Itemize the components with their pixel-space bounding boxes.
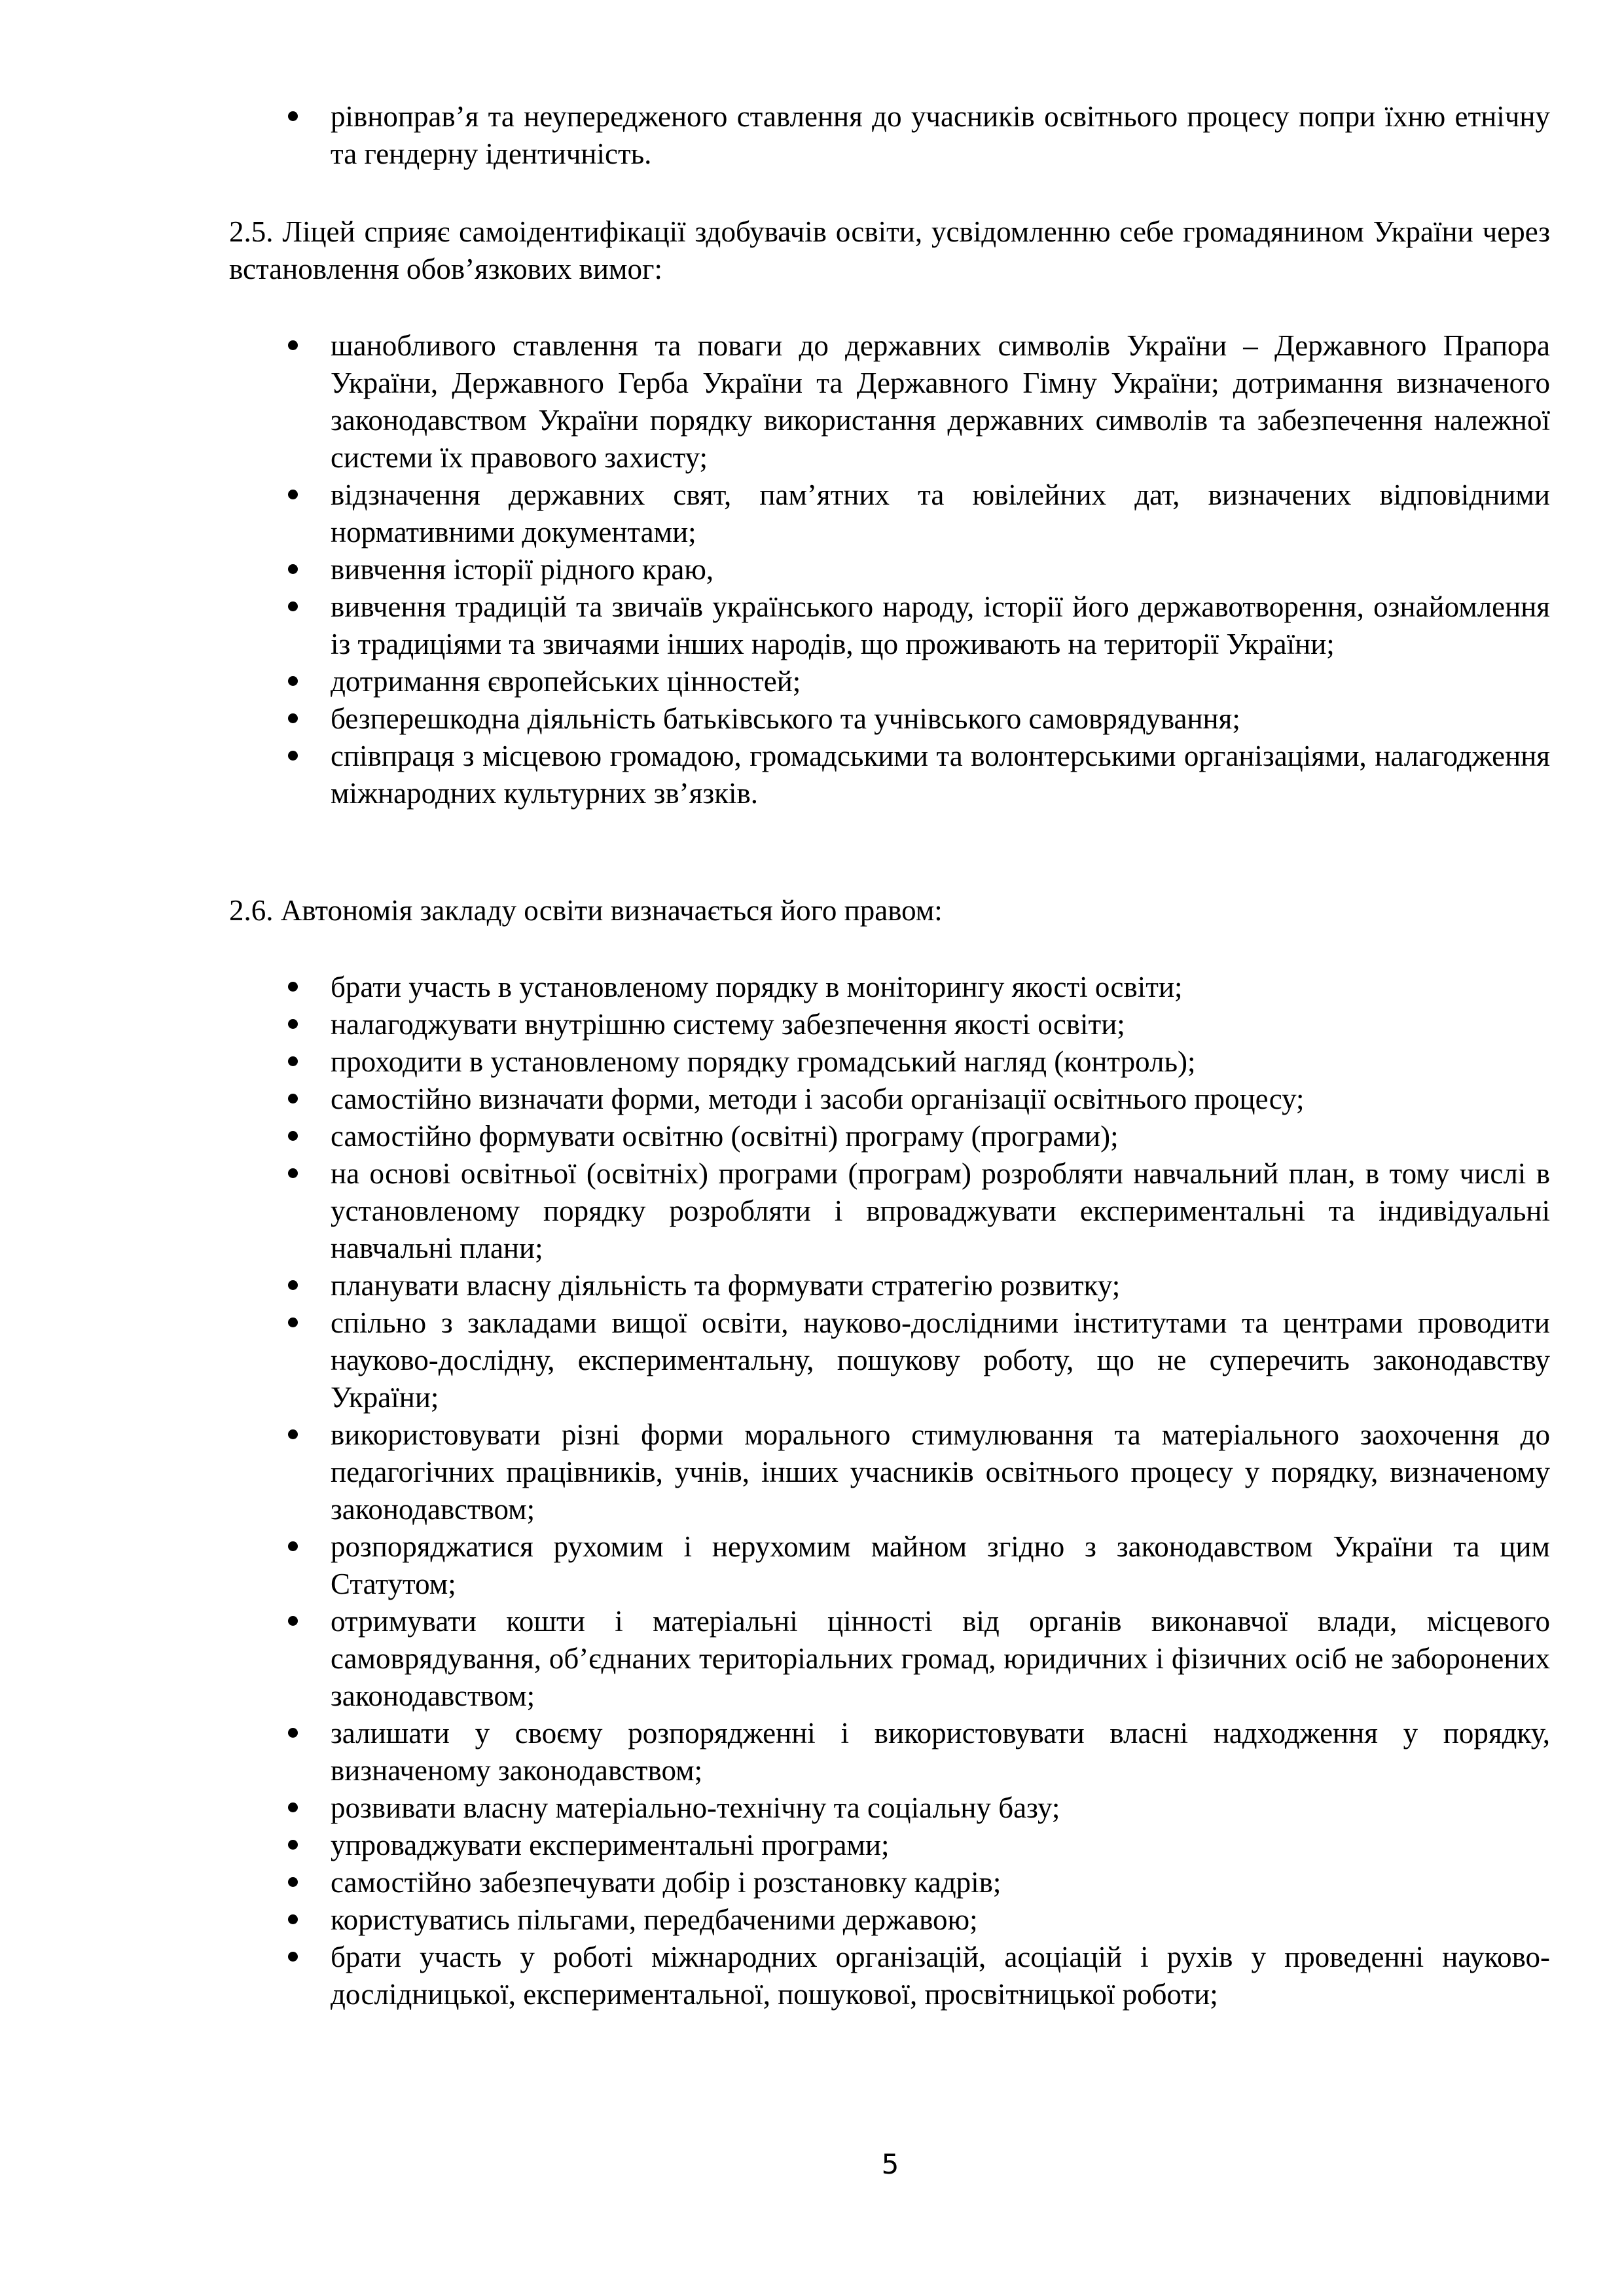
list-item: брати участь у роботі міжнародних організацій, асоціацій і рухів у проведенні науково-дослідницької, експериментальної, пошукової, просвітницької роботи; [229, 1939, 1550, 2013]
bullet-icon [288, 1318, 298, 1327]
list-item: рівноправ’я та неупередженого ставлення до учасників освітнього процесу попри їхню етнічну та гендерну ідентичність. [229, 98, 1550, 173]
list-item: шанобливого ставлення та поваги до державних символів України – Державного Прапора України, Державного Герба України та Державного Гімну України; дотримання визначеного законодавством України порядку використання державних символів та забезпечення належної системи їх правового захисту; [229, 327, 1550, 476]
bullet-icon [288, 1094, 298, 1103]
bullet-icon [288, 1840, 298, 1850]
bullet-icon [288, 713, 298, 723]
list-item: розпоряджатися рухомим і нерухомим майном згідно з законодавством України та цим Статутом; [229, 1528, 1550, 1603]
bullet-icon [288, 340, 298, 350]
bullet-icon [288, 1728, 298, 1738]
list-item: на основі освітньої (освітніх) програми (програм) розробляти навчальний план, в тому числі в установленому порядку розробляти і впроваджувати експериментальні та індивідуальні навчальні плани; [229, 1155, 1550, 1267]
list-item: брати участь в установленому порядку в моніторингу якості освіти; [229, 969, 1550, 1006]
list-item: упроваджувати експериментальні програми; [229, 1827, 1550, 1864]
section-2-5-paragraph: 2.5. Ліцей сприяє самоідентифікації здобувачів освіти, усвідомленню себе громадянином України через встановлення обов’язкових вимог: [229, 215, 1550, 285]
list-item: вивчення традицій та звичаїв українського народу, історії його державотворення, ознайомлення із традиціями та звичаями інших народів, що проживають на території України; [229, 588, 1550, 663]
document-page [229, 98, 1550, 2013]
list-item: використовувати різні форми морального стимулювання та матеріального заохочення до педагогічних працівників, учнів, інших учасників освітнього процесу у порядку, визначеному законодавством; [229, 1416, 1550, 1528]
intro-bullet-list [229, 98, 1550, 173]
bullet-icon [288, 1280, 298, 1290]
section-2-6-paragraph: 2.6. Автономія закладу освіти визначається його правом: [229, 894, 943, 927]
list-item: користуватись пільгами, передбаченими державою; [229, 1901, 1550, 1939]
bullet-icon [288, 1914, 298, 1924]
list-item: безперешкодна діяльність батьківського та учнівського самоврядування; [229, 700, 1550, 738]
bullet-icon [288, 111, 298, 121]
list-item: вивчення історії рідного краю, [229, 551, 1550, 588]
list-item: співпраця з місцевою громадою, громадськими та волонтерськими організаціями, налагодження міжнародних культурних зв’язків. [229, 738, 1550, 812]
bullet-icon [288, 1877, 298, 1887]
bullet-icon [288, 1429, 298, 1439]
list-item: проходити в установленому порядку громадський нагляд (контроль); [229, 1043, 1550, 1081]
bullet-icon [288, 982, 298, 992]
list-item: спільно з закладами вищої освіти, науково-дослідними інститутами та центрами проводити науково-дослідну, експериментальну, пошукову роботу, що не суперечить законодавству України; [229, 1304, 1550, 1416]
section-2-5-bullet-list [229, 327, 1550, 812]
bullet-icon [288, 1803, 298, 1812]
list-item: планувати власну діяльність та формувати стратегію розвитку; [229, 1267, 1550, 1304]
list-item: самостійно формувати освітню (освітні) програму (програми); [229, 1118, 1550, 1155]
list-item: отримувати кошти і матеріальні цінності від органів виконавчої влади, місцевого самоврядування, об’єднаних територіальних громад, юридичних і фізичних осіб не заборонених законодавством; [229, 1603, 1550, 1715]
bullet-icon [288, 564, 298, 574]
bullet-icon [288, 601, 298, 611]
bullet-icon [288, 1541, 298, 1551]
bullet-icon [288, 676, 298, 686]
bullet-icon [288, 1616, 298, 1626]
bullet-icon [288, 490, 298, 499]
section-2-6-bullet-list [229, 969, 1550, 2013]
list-item: самостійно визначати форми, методи і засоби організації освітнього процесу; [229, 1081, 1550, 1118]
list-item: розвивати власну матеріально-технічну та соціальну базу; [229, 1789, 1550, 1827]
list-item: відзначення державних свят, пам’ятних та ювілейних дат, визначених відповідними нормативними документами; [229, 476, 1550, 551]
bullet-icon [288, 751, 298, 761]
bullet-icon [288, 1019, 298, 1029]
bullet-icon [288, 1952, 298, 1962]
bullet-icon [288, 1056, 298, 1066]
list-item: залишати у своєму розпорядженні і використовувати власні надходження у порядку, визначеному законодавством; [229, 1715, 1550, 1789]
bullet-icon [288, 1168, 298, 1178]
list-item: налагоджувати внутрішню систему забезпечення якості освіти; [229, 1006, 1550, 1043]
page-number: 5 [881, 2148, 899, 2180]
list-item: самостійно забезпечувати добір і розстановку кадрів; [229, 1864, 1550, 1901]
bullet-icon [288, 1131, 298, 1141]
list-item: дотримання європейських цінностей; [229, 663, 1550, 700]
